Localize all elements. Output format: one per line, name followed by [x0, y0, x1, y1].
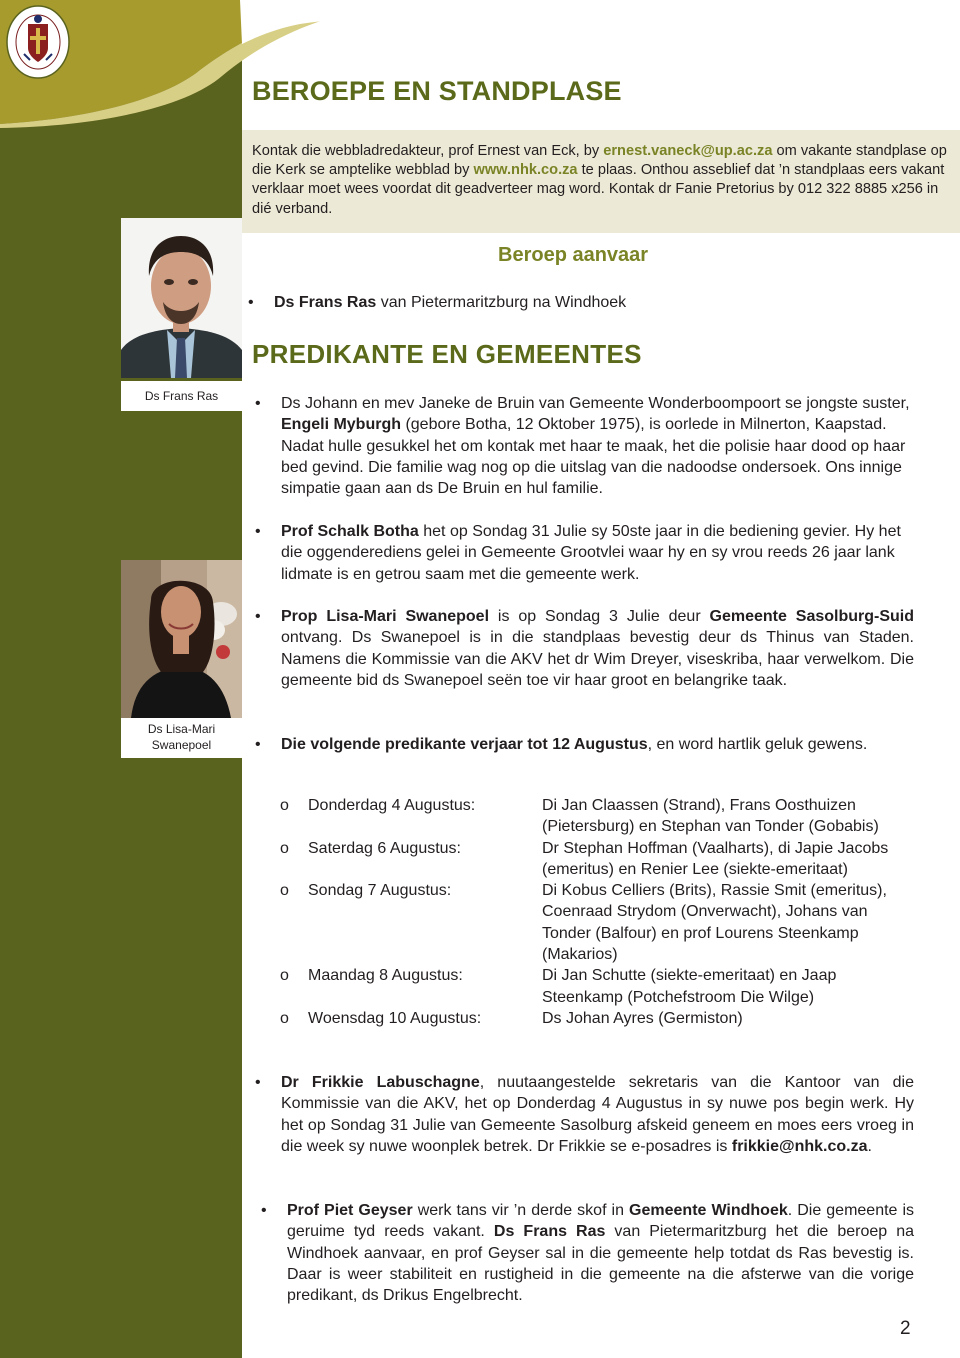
birthday-marker: o — [280, 967, 289, 985]
birthday-row — [280, 965, 920, 1008]
caption-line-1: Ds Lisa-Mari — [147, 722, 216, 736]
beroep-name: Ds Frans Ras — [274, 294, 377, 311]
item4-b: , en word hartlik geluk gewens. — [647, 736, 868, 753]
website-link[interactable]: www.nhk.co.za — [473, 162, 578, 179]
birthday-date: Woensdag 10 Augustus: — [308, 1009, 482, 1027]
section-heading: PREDIKANTE EN GEMEENTES — [252, 339, 642, 369]
item3-c: Gemeente Sasolburg-Suid — [709, 608, 915, 625]
birthday-names: Di Kobus Celliers (Brits), Rassie Smit (emeritus), Coenraad Strydom (Onverwacht), Johans van Tonder (Balfour) en prof Lourens Steenkamp (Makarios) — [542, 882, 887, 964]
editor-email-link[interactable]: ernest.vaneck@up.ac.za — [603, 143, 773, 159]
banner-swoosh — [0, 0, 960, 128]
notice-text-3: te plaas. Onthou asseblief dat ’n standplaas eers vakant verklaar moet wees voordat dit geadverteer mag word. Kontak dr Fanie Pretorius by 012 322 8885 x256 in dié verband. — [252, 162, 945, 217]
notice-text-1: Kontak die webbladredakteur, prof Ernest van Eck, by — [252, 143, 604, 159]
church-logo — [6, 4, 70, 80]
item5-a: Dr Frikkie Labuschagne — [281, 1074, 480, 1091]
item6-d: . Die gemeente is geruime tyd reeds vakant. — [287, 1202, 915, 1241]
caption-lisa-mari-swanepoel — [121, 718, 242, 758]
page-title: BEROEPE EN STANDPLASE — [252, 76, 622, 106]
birthday-marker: o — [280, 797, 289, 814]
birthday-names: Ds Johan Ayres (Germiston) — [542, 1009, 743, 1027]
item1-c: (gebore Botha, 12 Oktober 1975), is oorlede in Milnerton, Kaapstad. Nadat hulle gesukkel het om kontak met haar te maak, het die polisie haar dood op haar bed gevind. Die familie wag nog op die uitslag van die nadoodse ondersoek. Ons innige simpatie gaan aan ds De Bruin en hul familie. — [281, 416, 906, 498]
item6-e: Ds Frans Ras — [493, 1223, 606, 1241]
item2-b: het op Sondag 31 Julie sy 50ste jaar in die bediening gevier. Hy het die oggenderediens gelei in Gemeente Grootvlei waar hy en sy vrou reeds 26 jaar lank lidmate is en getrou saam met die gemeente werk. — [281, 523, 901, 583]
item1-a: Ds Johann en mev Janeke de Bruin van Gemeente Wonderboompoort se jongste suster, — [281, 395, 910, 412]
birthday-date: Donderdag 4 Augustus: — [308, 797, 476, 814]
beroep-rest: van Pietermaritzburg na Windhoek — [376, 294, 627, 311]
birthday-date: Sondag 7 Augustus: — [308, 882, 452, 900]
frikkie-email-link[interactable]: frikkie@nhk.co.za — [731, 1137, 868, 1155]
item2-a: Prof Schalk Botha — [281, 523, 419, 540]
list-item-beroep — [274, 292, 934, 313]
item1-b: Engeli Myburgh — [281, 416, 401, 434]
portrait-frans-ras — [121, 218, 242, 378]
birthday-row — [280, 880, 920, 965]
item4-a: Die volgende predikante verjaar tot 12 Augustus — [281, 736, 648, 753]
birthday-date: Saterdag 6 Augustus: — [308, 839, 461, 857]
item6-c: Gemeente Windhoek — [629, 1202, 788, 1219]
item6-f: van Pietermaritzburg het die beroep na Windhoek aanvaar, en prof Geyser sal in die gemeente help totdat ds Ras bevestig is. Daar is weer stabiliteit en rustigheid in die gemeente na die afsterwe van die vorige predikant, ds Drikus Engelbrecht. — [287, 1223, 914, 1305]
notice-box — [242, 130, 960, 233]
list-item-engeli-myburgh — [281, 393, 914, 499]
birthday-marker: o — [280, 882, 289, 900]
birthday-row — [280, 838, 920, 881]
top-banner — [0, 0, 960, 128]
item5-b: , nuutaangestelde sekretaris van die Kantoor van die Kommissie van die AKV, het op Donderdag 4 Augustus in sy nuwe pos begin werk. Hy het op Sondag 31 Julie van Gemeente Sasolburg afskeid geneem en moes eers vroeg in die week sy nuwe woonplek betrek. Dr Frikkie se e-posadres is — [281, 1074, 915, 1155]
birthday-list — [280, 795, 920, 1029]
birthday-names: Di Jan Claassen (Strand), Frans Oosthuizen (Pietersburg) en Stephan van Tonder (Gobabis) — [542, 797, 879, 836]
list-item-frikkie-labuschagne — [281, 1072, 914, 1157]
birthday-date: Maandag 8 Augustus: — [308, 967, 463, 985]
portrait-lisa-mari-swanepoel — [121, 560, 242, 718]
birthday-row — [280, 1008, 920, 1029]
birthday-row — [280, 795, 920, 838]
page-number: 2 — [900, 1318, 911, 1339]
list-item-schalk-botha — [281, 521, 914, 585]
birthday-marker: o — [280, 839, 289, 857]
list-item-birthdays — [281, 734, 914, 755]
item3-d: ontvang. Ds Swanepoel is in die standplaas bevestig deur ds Thinus van Staden. Namens die Kommissie van die AKV het dr Wim Dreyer, viseskriba, haar verwelkom. Die gemeente bid ds Swanepoel seën toe vir haar groot en belangrike taak. — [281, 629, 914, 689]
birthday-names: Dr Stephan Hoffman (Vaalharts), di Japie Jacobs (emeritus) en Renier Lee (siekte-emeritaat) — [542, 839, 889, 878]
notice-text-2: om vakante standplase op die Kerk se amptelike webblad by — [252, 143, 947, 179]
caption-line-2: Swanepoel — [151, 738, 212, 752]
list-item-lisa-mari — [281, 606, 914, 691]
item3-a: Prop Lisa-Mari Swanepoel — [281, 608, 490, 625]
birthday-names: Di Jan Schutte (siekte-emeritaat) en Jaap Steenkamp (Potchefstroom Die Wilge) — [542, 967, 837, 1006]
item6-a: Prof Piet Geyser — [287, 1202, 413, 1219]
caption-frans-ras: Ds Frans Ras — [121, 381, 242, 411]
list-item-piet-geyser — [287, 1200, 914, 1306]
birthday-marker: o — [280, 1009, 289, 1027]
beroep-heading: Beroep aanvaar — [498, 244, 649, 266]
item6-b: werk tans vir ’n derde skof in — [412, 1202, 630, 1219]
item5-d: . — [867, 1137, 872, 1155]
item3-b: is op Sondag 3 Julie deur — [489, 608, 710, 625]
